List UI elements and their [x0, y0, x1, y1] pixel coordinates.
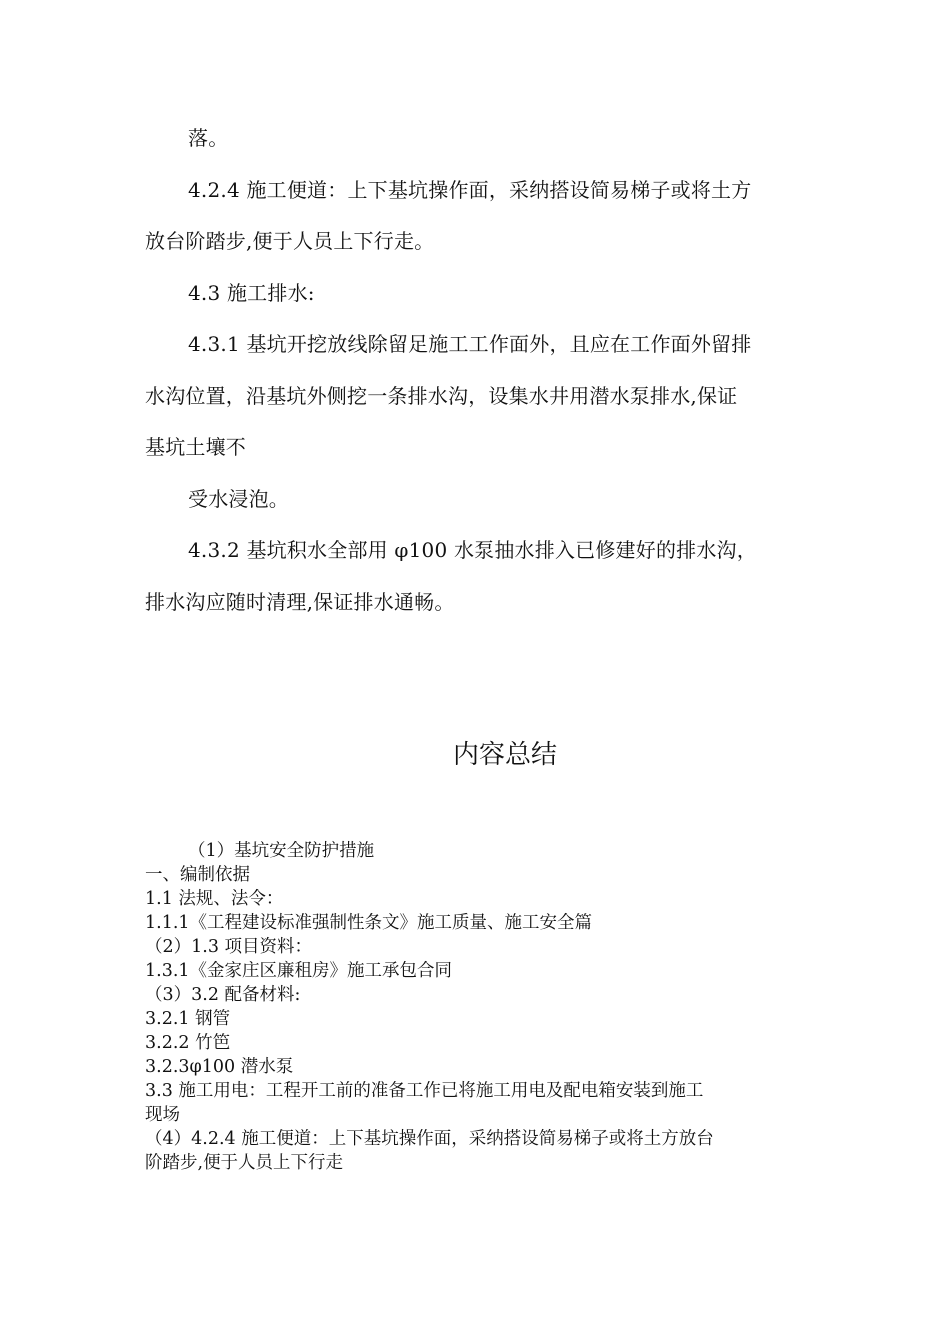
summary-line: 3.2.2 竹笆	[145, 1033, 231, 1053]
paragraph-line: 4.3.2 基坑积水全部用 φ100 水泵抽水排入已修建好的排水沟，	[188, 538, 757, 562]
paragraph-line: 基坑土壤不	[145, 435, 246, 459]
paragraph-line: 放台阶踏步,便于人员上下行走。	[145, 229, 435, 253]
paragraph-line: 受水浸泡。	[188, 487, 289, 511]
paragraph-line: 4.3.1 基坑开挖放线除留足施工工作面外，且应在工作面外留排	[188, 332, 752, 356]
paragraph-line: 落。	[188, 126, 229, 150]
summary-line: 现场	[145, 1105, 180, 1125]
paragraph-line: 4.2.4 施工便道：上下基坑操作面，采纳搭设简易梯子或将土方	[188, 178, 752, 202]
summary-line: （2）1.3 项目资料：	[145, 937, 313, 957]
paragraph-line: 排水沟应随时清理,保证排水通畅。	[145, 590, 455, 614]
summary-line: 1.1.1《工程建设标准强制性条文》施工质量、施工安全篇	[145, 913, 593, 933]
summary-line: 3.2.1 钢管	[145, 1009, 231, 1029]
paragraph-line: 4.3 施工排水:	[188, 281, 315, 305]
summary-line: （1）基坑安全防护措施	[188, 841, 375, 861]
summary-line: 阶踏步,便于人员上下行走	[145, 1153, 344, 1173]
summary-line: 1.1 法规、法令：	[145, 889, 284, 909]
paragraph-line: 水沟位置，沿基坑外侧挖一条排水沟，设集水井用潜水泵排水,保证	[145, 384, 738, 408]
summary-line: 1.3.1《金家庄区廉租房》施工承包合同	[145, 961, 453, 981]
summary-line: 3.3 施工用电：工程开工前的准备工作已将施工用电及配电箱安装到施工	[145, 1081, 704, 1101]
summary-line: （3）3.2 配备材料:	[145, 985, 301, 1005]
summary-line: （4）4.2.4 施工便道：上下基坑操作面，采纳搭设简易梯子或将土方放台	[145, 1129, 714, 1149]
summary-line: 一、编制依据	[145, 865, 250, 885]
summary-line: 3.2.3φ100 潜水泵	[145, 1057, 294, 1077]
summary-title: 内容总结	[452, 740, 557, 770]
